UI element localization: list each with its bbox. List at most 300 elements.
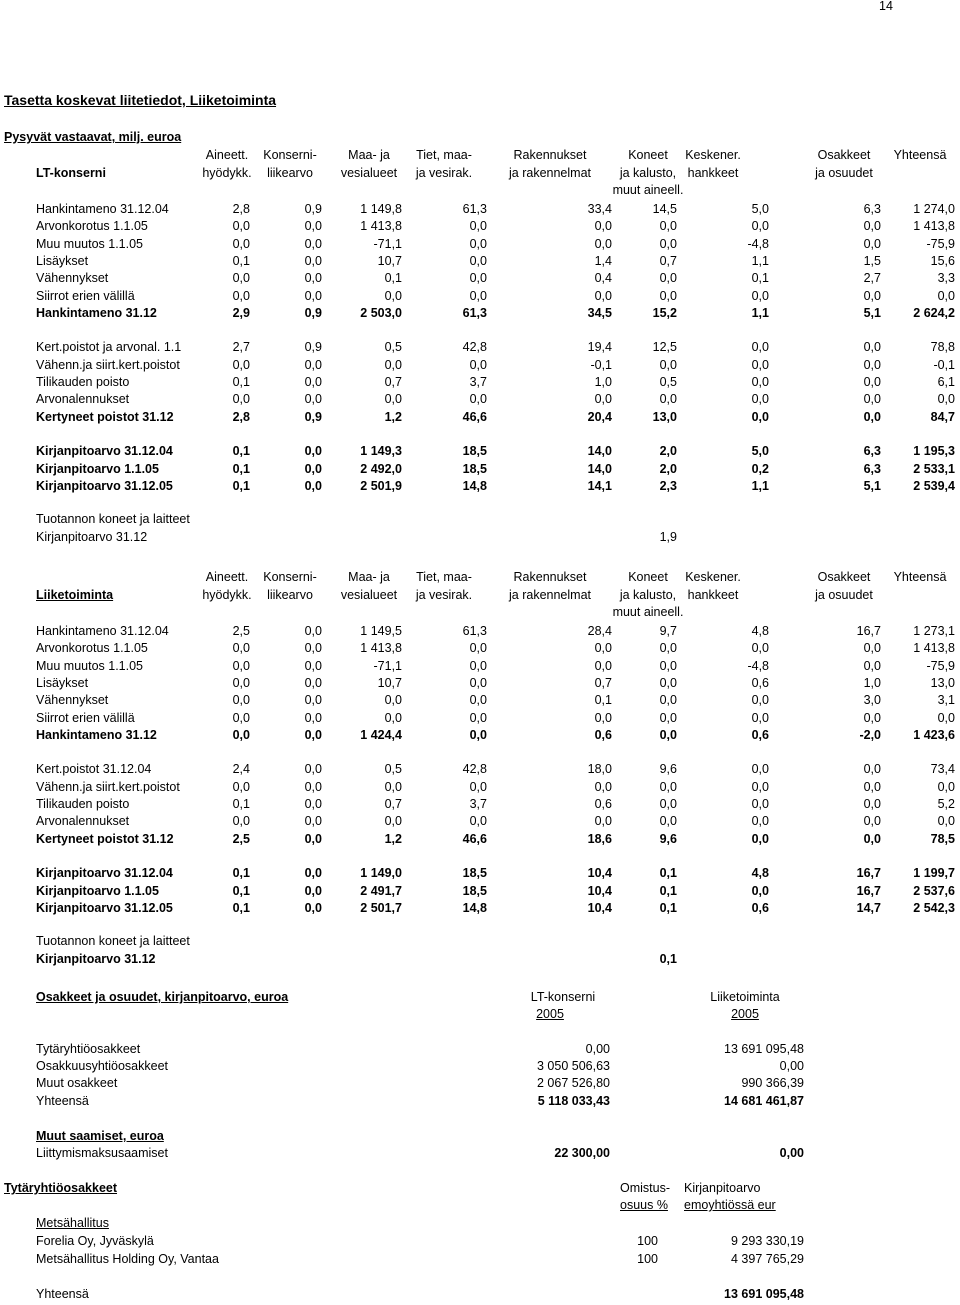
column-header: liikearvo: [267, 587, 313, 602]
table-cell: 0,1: [751, 271, 769, 286]
table-cell: 2,7: [232, 340, 250, 355]
table-cell: 0,0: [304, 866, 322, 881]
table-cell: 0,0: [863, 779, 881, 794]
table-cell: -4,8: [747, 236, 769, 251]
shares-row-label: Muut osakkeet: [36, 1076, 118, 1090]
table-cell: 10,4: [587, 900, 612, 915]
table-cell: 0,1: [659, 883, 677, 898]
table-cell: 3,0: [863, 693, 881, 708]
table-cell: 0,0: [304, 779, 322, 794]
table-cell: 0,0: [594, 710, 612, 725]
table-cell: 0,0: [937, 288, 955, 303]
row-label: Kert.poistot ja arvonal. 1.1: [36, 340, 182, 355]
receivables-lk: 0,00: [779, 1146, 804, 1160]
table-cell: 14,8: [462, 900, 487, 915]
table-cell: 0,0: [232, 693, 250, 708]
book-value-header: Kirjanpitoarvo: [684, 1181, 761, 1195]
table-cell: 1 423,6: [913, 727, 955, 742]
column-header: ja vesirak.: [415, 587, 473, 602]
table-cell: 0,4: [594, 271, 612, 286]
table-cell: 0,0: [469, 727, 487, 742]
table-cell: 14,0: [587, 444, 612, 459]
row-label: Kirjanpitoarvo 31.12.05: [36, 478, 173, 493]
table-row: [0, 270, 960, 287]
table-cell: 1 413,8: [913, 641, 955, 656]
column-header: ja rakennelmat: [509, 165, 591, 180]
table-cell: 2,7: [863, 271, 881, 286]
table-cell: 0,0: [232, 814, 250, 829]
column-header: muut aineell.: [612, 183, 684, 197]
table-cell: 0,0: [863, 357, 881, 372]
table-cell: 16,7: [856, 883, 881, 898]
row-label: Kirjanpitoarvo 1.1.05: [36, 461, 159, 476]
table-cell: 73,4: [930, 762, 955, 777]
machinery-label: Tuotannon koneet ja laitteet: [36, 934, 190, 949]
table-cell: 0,5: [384, 340, 402, 355]
table-cell: 0,0: [863, 762, 881, 777]
table-cell: 0,0: [863, 340, 881, 355]
table-row: [0, 374, 960, 391]
column-header: Rakennukset: [513, 570, 587, 584]
column-header: Aineett.: [205, 570, 249, 584]
table-cell: 18,5: [462, 866, 487, 881]
table-cell: 0,0: [304, 883, 322, 898]
table-cell: 16,7: [856, 624, 881, 638]
column-header: liikearvo: [267, 165, 313, 180]
table-cell: 14,0: [587, 461, 612, 476]
shares-col-lt: LT-konserni: [530, 990, 596, 1004]
table-cell: -71,1: [373, 658, 402, 673]
table-cell: 20,4: [587, 409, 612, 424]
table-cell: 1,1: [751, 478, 769, 493]
table-row: [0, 253, 960, 270]
table-cell: 1 274,0: [913, 202, 955, 216]
table-cell: 0,0: [469, 357, 487, 372]
table-cell: 1 424,4: [360, 727, 402, 742]
table-cell: 2,8: [232, 202, 250, 216]
ownership-header: Omistus-: [620, 1181, 670, 1195]
table-cell: 1,1: [751, 253, 769, 268]
subsidiary-name: Metsähallitus Holding Oy, Vantaa: [36, 1252, 219, 1266]
column-header: Keskener.: [685, 570, 741, 584]
table-cell: 0,6: [751, 900, 769, 915]
machinery-row-label: Kirjanpitoarvo 31.12: [36, 951, 156, 966]
row-label: Vähennykset: [36, 693, 109, 708]
column-header: Konserni-: [263, 570, 317, 584]
column-header: Osakkeet: [817, 570, 871, 584]
table-cell: 0,7: [594, 675, 612, 690]
table-row: [0, 218, 960, 235]
shares-row-lk: 0,00: [779, 1059, 804, 1073]
receivables-lt: 22 300,00: [554, 1146, 610, 1160]
row-label: Hankintameno 31.12: [36, 305, 157, 320]
table-cell: 0,0: [469, 693, 487, 708]
table-cell: 0,0: [304, 814, 322, 829]
table-cell: 61,3: [462, 624, 487, 638]
table-cell: 84,7: [930, 409, 955, 424]
table-cell: 0,0: [232, 219, 250, 234]
table-cell: 14,7: [856, 900, 881, 915]
table-cell: 42,8: [462, 762, 487, 777]
table-cell: 1 413,8: [360, 219, 402, 234]
table-row: [0, 339, 960, 356]
column-header: hyödykk.: [202, 165, 252, 180]
table-cell: 14,1: [587, 478, 612, 493]
table-cell: 0,0: [751, 710, 769, 725]
table-cell: 0,0: [469, 710, 487, 725]
table-cell: 6,1: [937, 375, 955, 389]
table-cell: 1 273,1: [913, 624, 955, 638]
row-label: Hankintameno 31.12.04: [36, 624, 169, 638]
table-cell: 16,7: [856, 866, 881, 881]
table-cell: 0,0: [659, 797, 677, 811]
subsidiary-name: Forelia Oy, Jyväskylä: [36, 1234, 154, 1248]
table-cell: 0,0: [594, 236, 612, 251]
row-label: Vähenn.ja siirt.kert.poistot: [36, 779, 180, 794]
table-cell: 10,4: [587, 866, 612, 881]
column-header: Tiet, maa-: [416, 570, 472, 584]
shares-total-lt: 5 118 033,43: [537, 1094, 610, 1108]
table-cell: 0,0: [659, 814, 677, 829]
table-row: [0, 675, 960, 692]
table-cell: 0,9: [304, 202, 322, 216]
table-cell: 0,0: [384, 288, 402, 303]
table-row: [0, 357, 960, 374]
table-cell: 10,7: [377, 675, 402, 690]
table-cell: 1 413,8: [360, 641, 402, 656]
table-cell: 0,0: [659, 727, 677, 742]
row-label: Siirrot erien välillä: [36, 288, 135, 303]
row-label: Muu muutos 1.1.05: [36, 658, 144, 673]
book-value-header-2: emoyhtiössä eur: [684, 1198, 776, 1212]
table-cell: 2,0: [659, 461, 677, 476]
table-cell: 0,0: [232, 675, 250, 690]
table-cell: 0,0: [304, 831, 322, 846]
table-cell: 0,0: [304, 461, 322, 476]
column-header: ja kalusto,: [619, 587, 677, 602]
table-cell: 0,1: [232, 444, 250, 459]
table-cell: -75,9: [926, 658, 955, 673]
table-cell: 1 149,8: [360, 202, 402, 216]
table-cell: 0,0: [659, 658, 677, 673]
table-cell: 0,0: [469, 658, 487, 673]
table-cell: 0,0: [232, 236, 250, 251]
table-row: [0, 288, 960, 305]
shares-row-lk: 13 691 095,48: [724, 1042, 804, 1056]
table-cell: 2,4: [232, 762, 250, 777]
table-row: [0, 761, 960, 778]
column-header: Koneet: [628, 148, 668, 162]
table-cell: 0,0: [863, 797, 881, 811]
table-row: [0, 623, 960, 640]
table-cell: 0,0: [384, 392, 402, 407]
table-row: [0, 236, 960, 253]
row-label: Hankintameno 31.12.04: [36, 202, 169, 216]
table-cell: 1,1: [751, 305, 769, 320]
table-cell: 0,0: [304, 641, 322, 656]
subsidiaries-total-value: 13 691 095,48: [724, 1287, 804, 1301]
table-cell: 0,0: [304, 762, 322, 777]
table-cell: 0,1: [232, 478, 250, 493]
row-label: Siirrot erien välillä: [36, 710, 135, 725]
table-cell: 0,7: [384, 797, 402, 811]
table-cell: 0,0: [232, 641, 250, 656]
table-cell: 0,1: [232, 253, 250, 268]
shares-col-lt-year: 2005: [536, 1007, 564, 1021]
table-cell: 0,5: [659, 375, 677, 389]
receivables-heading: Muut saamiset, euroa: [36, 1129, 164, 1143]
shares-row-lk: 990 366,39: [741, 1076, 804, 1090]
table-cell: 0,0: [751, 392, 769, 407]
table-cell: 0,6: [594, 727, 612, 742]
table-cell: 3,7: [469, 797, 487, 811]
table-cell: 0,9: [304, 409, 322, 424]
table-cell: 0,9: [304, 305, 322, 320]
table-cell: 12,5: [652, 340, 677, 355]
table-cell: 2 542,3: [913, 900, 955, 915]
table-cell: 5,1: [863, 478, 881, 493]
table-cell: 15,6: [930, 253, 955, 268]
table-cell: 13,0: [930, 675, 955, 690]
shares-row-lt: 3 050 506,63: [537, 1059, 610, 1073]
column-header: Koneet: [628, 570, 668, 584]
table-cell: 0,0: [751, 762, 769, 777]
table-cell: 0,0: [469, 641, 487, 656]
table-cell: 0,0: [659, 641, 677, 656]
table-cell: 0,0: [659, 288, 677, 303]
table-cell: 0,0: [751, 883, 769, 898]
subsidiary-ownership: 100: [637, 1234, 658, 1248]
table-cell: 0,6: [594, 797, 612, 811]
table-cell: 42,8: [462, 340, 487, 355]
row-label: Kirjanpitoarvo 31.12.05: [36, 900, 173, 915]
table-cell: 6,3: [863, 444, 881, 459]
table-cell: 0,0: [232, 779, 250, 794]
table-cell: 0,7: [384, 375, 402, 389]
table-cell: 0,0: [384, 357, 402, 372]
table-cell: 0,0: [304, 900, 322, 915]
shares-row-label: Tytäryhtiöosakkeet: [36, 1042, 141, 1056]
subsidiary-book-value: 4 397 765,29: [731, 1252, 804, 1266]
table-row: [0, 443, 960, 460]
table-cell: 0,0: [304, 288, 322, 303]
table-cell: 0,0: [751, 340, 769, 355]
table-cell: 0,2: [751, 461, 769, 476]
table-cell: 0,0: [659, 710, 677, 725]
table-cell: 0,0: [304, 658, 322, 673]
table-row: [0, 658, 960, 675]
table-cell: -2,0: [859, 727, 881, 742]
table-cell: 5,1: [863, 305, 881, 320]
table-row: [0, 727, 960, 744]
table-cell: 2 537,6: [913, 883, 955, 898]
column-header: Tiet, maa-: [416, 148, 472, 162]
page-title: Tasetta koskevat liitetiedot, Liiketoiminta: [4, 92, 277, 108]
column-header: ja osuudet: [815, 587, 873, 602]
table-row: [0, 461, 960, 478]
row-label: Arvonkorotus 1.1.05: [36, 219, 148, 234]
table-cell: 5,0: [751, 202, 769, 216]
table-cell: 0,0: [594, 288, 612, 303]
table-cell: 18,5: [462, 444, 487, 459]
table-cell: 9,6: [659, 762, 677, 777]
table-cell: 0,0: [659, 392, 677, 407]
table-cell: 34,5: [587, 305, 612, 320]
table-cell: 33,4: [587, 202, 612, 216]
table-cell: 2,5: [232, 624, 250, 638]
table-cell: -4,8: [747, 658, 769, 673]
row-label: Vähennykset: [36, 271, 109, 286]
row-label: Arvonalennukset: [36, 814, 130, 829]
shares-row-lt: 2 067 526,80: [537, 1076, 610, 1090]
table-cell: 13,0: [652, 409, 677, 424]
table-cell: 0,0: [304, 444, 322, 459]
row-label: Tilikauden poisto: [36, 375, 130, 389]
table-row: [0, 201, 960, 218]
table-cell: 0,1: [232, 797, 250, 811]
table-cell: 0,0: [232, 710, 250, 725]
table-cell: 3,1: [937, 693, 955, 708]
table-cell: -75,9: [926, 236, 955, 251]
subsidiary-book-value: 9 293 330,19: [731, 1234, 804, 1248]
table-cell: 0,0: [863, 814, 881, 829]
table-row: [0, 409, 960, 426]
table-row: [0, 831, 960, 848]
column-header: ja osuudet: [815, 165, 873, 180]
table-cell: 2 503,0: [360, 305, 402, 320]
page-number: 14: [879, 0, 893, 13]
table-cell: 0,0: [863, 236, 881, 251]
table-cell: 0,0: [863, 409, 881, 424]
table-cell: 0,0: [937, 392, 955, 407]
column-header: hankkeet: [687, 587, 739, 602]
shares-total-lk: 14 681 461,87: [724, 1094, 804, 1108]
table-cell: 0,1: [232, 461, 250, 476]
table-cell: 0,0: [751, 814, 769, 829]
table-cell: 0,0: [469, 392, 487, 407]
row-label: Kert.poistot 31.12.04: [36, 762, 152, 777]
table-cell: 0,0: [751, 831, 769, 846]
table-cell: 1 149,3: [360, 444, 402, 459]
subsidiary-group: Metsähallitus: [36, 1216, 109, 1230]
column-header: Keskener.: [685, 148, 741, 162]
subsidiaries-heading: Tytäryhtiöosakkeet: [4, 1181, 118, 1195]
table-cell: 0,0: [659, 236, 677, 251]
ownership-header-2: osuus %: [620, 1198, 668, 1212]
table-row: [0, 865, 960, 882]
shares-row-lt: 0,00: [585, 1042, 610, 1056]
row-label: Muu muutos 1.1.05: [36, 236, 144, 251]
table-cell: 0,0: [384, 710, 402, 725]
shares-col-lk: Liiketoiminta: [710, 990, 780, 1004]
table-cell: 0,0: [232, 727, 250, 742]
table-cell: 5,0: [751, 444, 769, 459]
table-cell: 14,5: [652, 202, 677, 216]
table-cell: 0,1: [659, 900, 677, 915]
table-cell: 0,0: [469, 236, 487, 251]
table-cell: 0,0: [751, 409, 769, 424]
table-cell: 0,0: [304, 253, 322, 268]
column-header: Yhteensä: [893, 570, 947, 584]
table-cell: 0,0: [384, 693, 402, 708]
column-header: ja kalusto,: [619, 165, 677, 180]
table-cell: 0,0: [469, 814, 487, 829]
table-cell: 0,0: [863, 710, 881, 725]
row-label: Lisäykset: [36, 253, 89, 268]
table-row: [0, 796, 960, 813]
table-cell: 0,0: [863, 658, 881, 673]
table-cell: 1,4: [594, 253, 612, 268]
table-cell: 3,3: [937, 271, 955, 286]
shares-col-lk-year: 2005: [731, 1007, 759, 1021]
column-header: Maa- ja: [348, 148, 390, 162]
machinery-value: 0,1: [659, 951, 677, 966]
table-cell: 0,1: [232, 883, 250, 898]
table-cell: 0,1: [659, 866, 677, 881]
table-cell: 1 413,8: [913, 219, 955, 234]
shares-heading: Osakkeet ja osuudet, kirjanpitoarvo, euroa: [36, 990, 289, 1004]
table-cell: 0,0: [304, 693, 322, 708]
machinery-label: Tuotannon koneet ja laitteet: [36, 512, 190, 527]
table-cell: 1,2: [384, 409, 402, 424]
table-cell: 0,0: [232, 357, 250, 372]
table-cell: 0,0: [659, 271, 677, 286]
row-label: Kirjanpitoarvo 31.12.04: [36, 444, 173, 459]
row-label: Lisäykset: [36, 675, 89, 690]
table-cell: 0,0: [594, 779, 612, 794]
row-label: Tilikauden poisto: [36, 797, 130, 811]
table-cell: 0,0: [751, 288, 769, 303]
table-cell: 78,8: [930, 340, 955, 355]
table-cell: 0,0: [304, 710, 322, 725]
table-cell: 0,9: [304, 340, 322, 355]
table-row: [0, 900, 960, 917]
table-cell: 18,6: [587, 831, 612, 846]
table-row: [0, 305, 960, 322]
receivables-label: Liittymismaksusaamiset: [36, 1146, 168, 1160]
table-cell: 10,7: [377, 253, 402, 268]
table-cell: 28,4: [587, 624, 612, 638]
table-row: [0, 710, 960, 727]
table-cell: 0,0: [751, 693, 769, 708]
table-cell: 1 149,5: [360, 624, 402, 638]
column-header: vesialueet: [340, 587, 398, 602]
table-cell: 10,4: [587, 883, 612, 898]
table-cell: 0,1: [232, 375, 250, 389]
table-cell: -0,1: [590, 357, 612, 372]
table-cell: 0,0: [304, 357, 322, 372]
table-cell: 61,3: [462, 202, 487, 216]
column-header: Aineett.: [205, 148, 249, 162]
table-cell: 0,0: [863, 831, 881, 846]
table-cell: 2 492,0: [360, 461, 402, 476]
table-cell: 0,0: [863, 641, 881, 656]
table-cell: 0,0: [469, 779, 487, 794]
table-row: [0, 779, 960, 796]
table-cell: 0,0: [937, 814, 955, 829]
table-cell: 2 491,7: [360, 883, 402, 898]
table-cell: 0,0: [659, 693, 677, 708]
table-cell: 0,0: [304, 727, 322, 742]
column-header: Rakennukset: [513, 148, 587, 162]
table-cell: 1,0: [594, 375, 612, 389]
table-cell: 0,0: [304, 478, 322, 493]
machinery-value: 1,9: [659, 529, 677, 544]
column-header: Maa- ja: [348, 570, 390, 584]
table-cell: 46,6: [462, 409, 487, 424]
table-cell: 0,0: [751, 357, 769, 372]
table-cell: 2 533,1: [913, 461, 955, 476]
